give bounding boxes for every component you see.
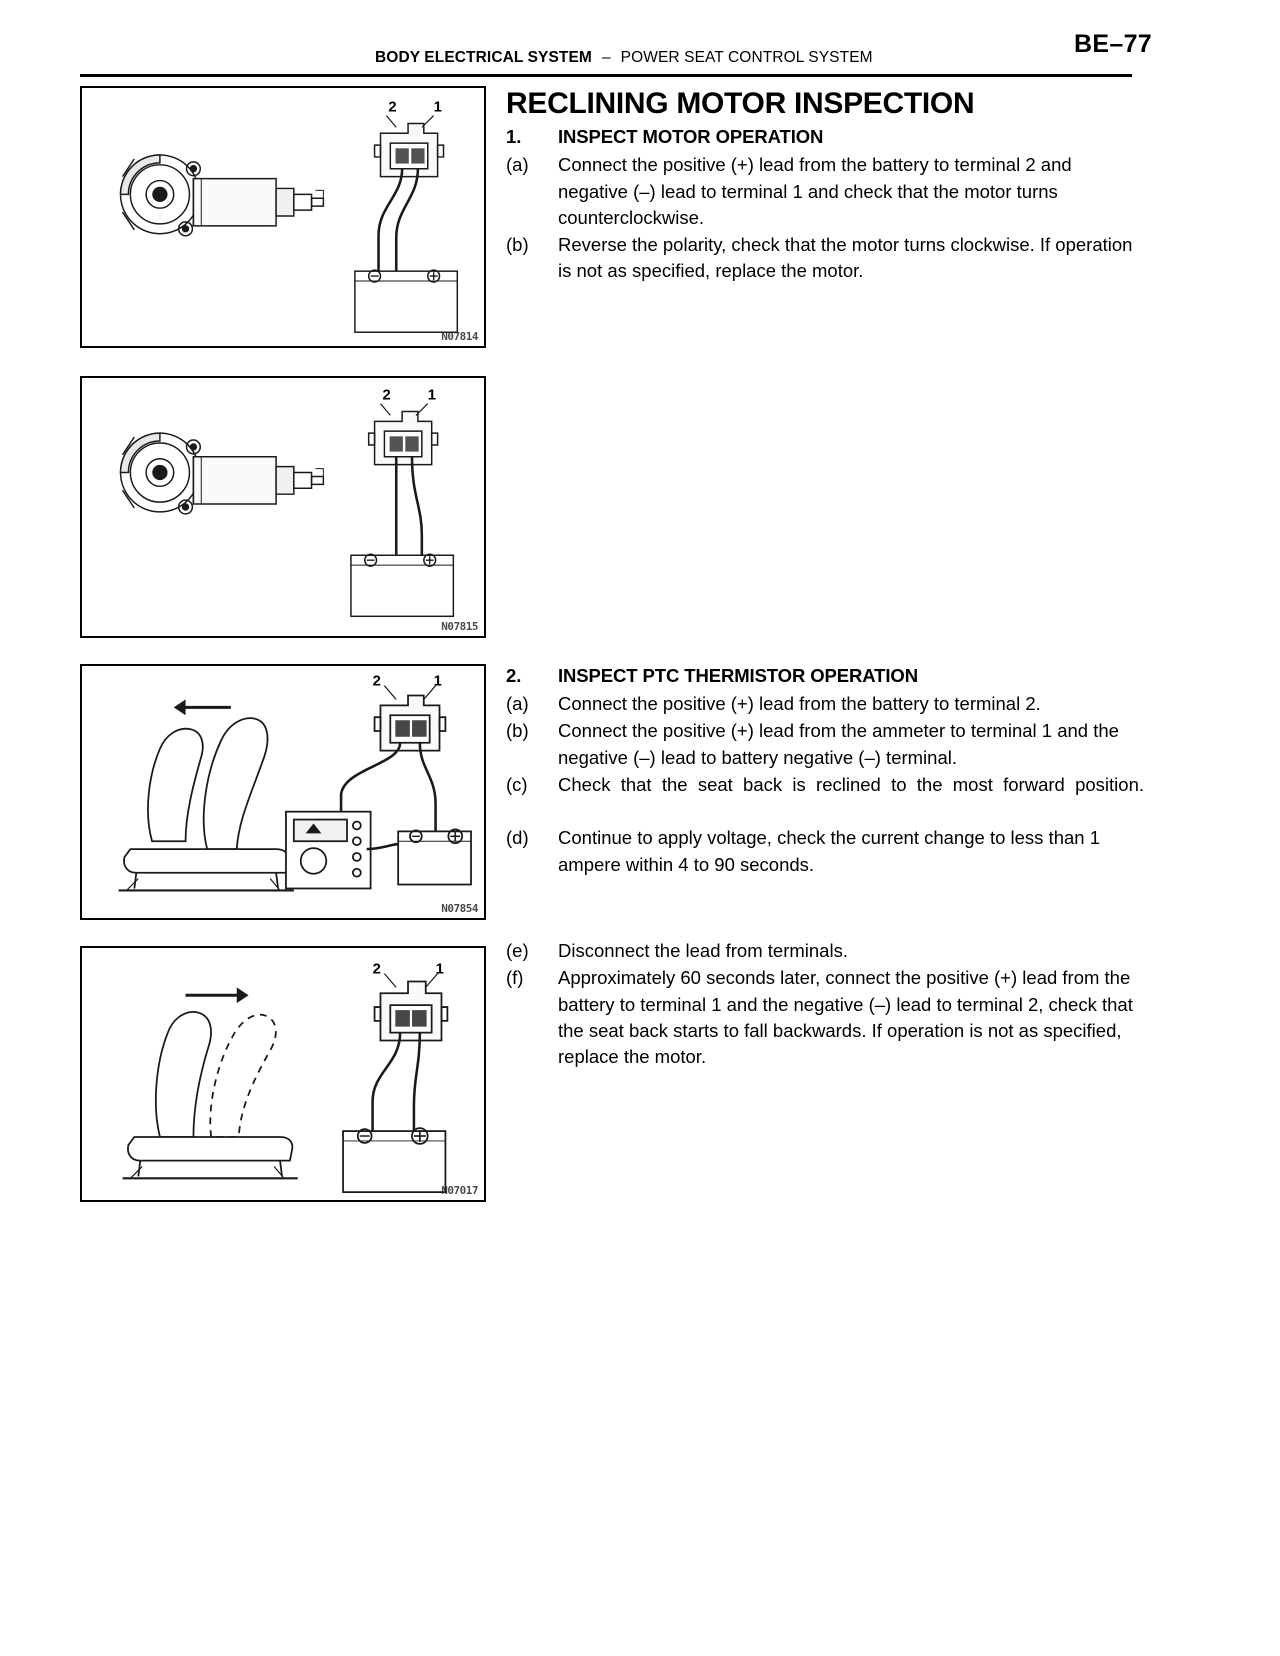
figure-3-illustration	[82, 666, 484, 918]
figure-1-terminal-2-label: 2	[388, 99, 397, 116]
section-2-step-a-label: (a)	[506, 693, 529, 714]
section-1-heading	[506, 126, 1144, 148]
section-2-step-c	[506, 772, 1144, 825]
section-2-step-d	[506, 825, 1144, 878]
section-1-step-a-label: (a)	[506, 154, 529, 176]
section-2-step-e-label: (e)	[506, 940, 529, 961]
section-2-step-b	[506, 718, 1144, 771]
procedure-section-2-continued	[506, 938, 1144, 1071]
procedure-section-1	[506, 88, 1144, 286]
section-2-heading-text: INSPECT PTC THERMISTOR OPERATION	[558, 665, 918, 686]
figure-3-terminal-1-label: 1	[433, 673, 442, 690]
figure-motor-operation-ccw	[80, 86, 486, 348]
section-2-step-f-text: Approximately 60 seconds later, connect the positive (+) lead from the battery to terminal 1 and the negative (–) lead to terminal 2, check that the seat back starts to fall backwards. If operation is not as specified, replace the motor.	[558, 967, 1133, 1068]
section-2-step-c-label: (c)	[506, 773, 528, 795]
figure-2-terminal-1-label: 1	[427, 387, 436, 404]
figure-3-code: N07854	[441, 902, 478, 915]
figure-4-code: N07017	[441, 1184, 478, 1197]
section-1-step-b-label: (b)	[506, 234, 529, 256]
figure-3-terminal-2-label: 2	[372, 673, 381, 690]
header-system-name: BODY ELECTRICAL SYSTEM	[375, 49, 592, 66]
header-subsystem-name: POWER SEAT CONTROL SYSTEM	[620, 49, 873, 66]
section-1-number: 1.	[506, 126, 522, 148]
section-2-number: 2.	[506, 665, 522, 686]
section-2-step-c-text: Check that the seat back is reclined to the most forward position.	[558, 773, 1144, 795]
section-2-step-b-text: Connect the positive (+) lead from the ammeter to terminal 1 and the negative (–) lead to battery negative (–) terminal.	[558, 720, 1119, 768]
section-1-step-b	[506, 232, 1144, 285]
section-2-step-a	[506, 691, 1144, 717]
section-1-step-a	[506, 152, 1144, 231]
figure-2-terminal-2-label: 2	[382, 387, 391, 404]
section-1-step-a-text: Connect the positive (+) lead from the battery to terminal 2 and negative (–) lead to terminal 1 and check that the motor turns counterclockwise.	[558, 154, 1072, 228]
figure-4-terminal-1-label: 1	[435, 961, 444, 978]
section-2-step-e	[506, 938, 1144, 964]
section-2-step-d-label: (d)	[506, 827, 529, 849]
section-2-step-f	[506, 965, 1144, 1070]
page-header	[0, 0, 1280, 80]
section-1-heading-text: INSPECT MOTOR OPERATION	[558, 126, 824, 148]
section-2-step-b-label: (b)	[506, 720, 529, 742]
header-separator: –	[601, 49, 611, 66]
page-title: RECLINING MOTOR INSPECTION	[506, 87, 975, 120]
section-2-step-e-text: Disconnect the lead from terminals.	[558, 940, 848, 961]
figure-2-illustration	[82, 378, 484, 636]
figure-4-terminal-2-label: 2	[372, 961, 381, 978]
figure-1-code: N07814	[441, 330, 478, 343]
figure-ptc-thermistor-forward	[80, 664, 486, 920]
page-number: BE–77	[1074, 30, 1152, 58]
figure-4-illustration	[82, 948, 484, 1200]
section-2-step-f-label: (f)	[506, 967, 524, 989]
section-1-step-b-text: Reverse the polarity, check that the motor turns clockwise. If operation is not as specified, replace the motor.	[558, 234, 1133, 282]
header-rule	[80, 74, 1132, 77]
figure-ptc-thermistor-backward	[80, 946, 486, 1202]
figure-motor-operation-cw	[80, 376, 486, 638]
procedure-section-2	[506, 660, 1144, 879]
figure-2-code: N07815	[441, 620, 478, 633]
figure-1-terminal-1-label: 1	[433, 99, 442, 116]
header-breadcrumb	[375, 49, 873, 67]
section-2-step-a-text: Connect the positive (+) lead from the battery to terminal 2.	[558, 693, 1041, 714]
section-2-step-d-text: Continue to apply voltage, check the current change to less than 1 ampere within 4 to 90 seconds.	[558, 827, 1100, 875]
section-2-heading	[506, 665, 1144, 687]
figure-1-illustration	[82, 88, 484, 346]
